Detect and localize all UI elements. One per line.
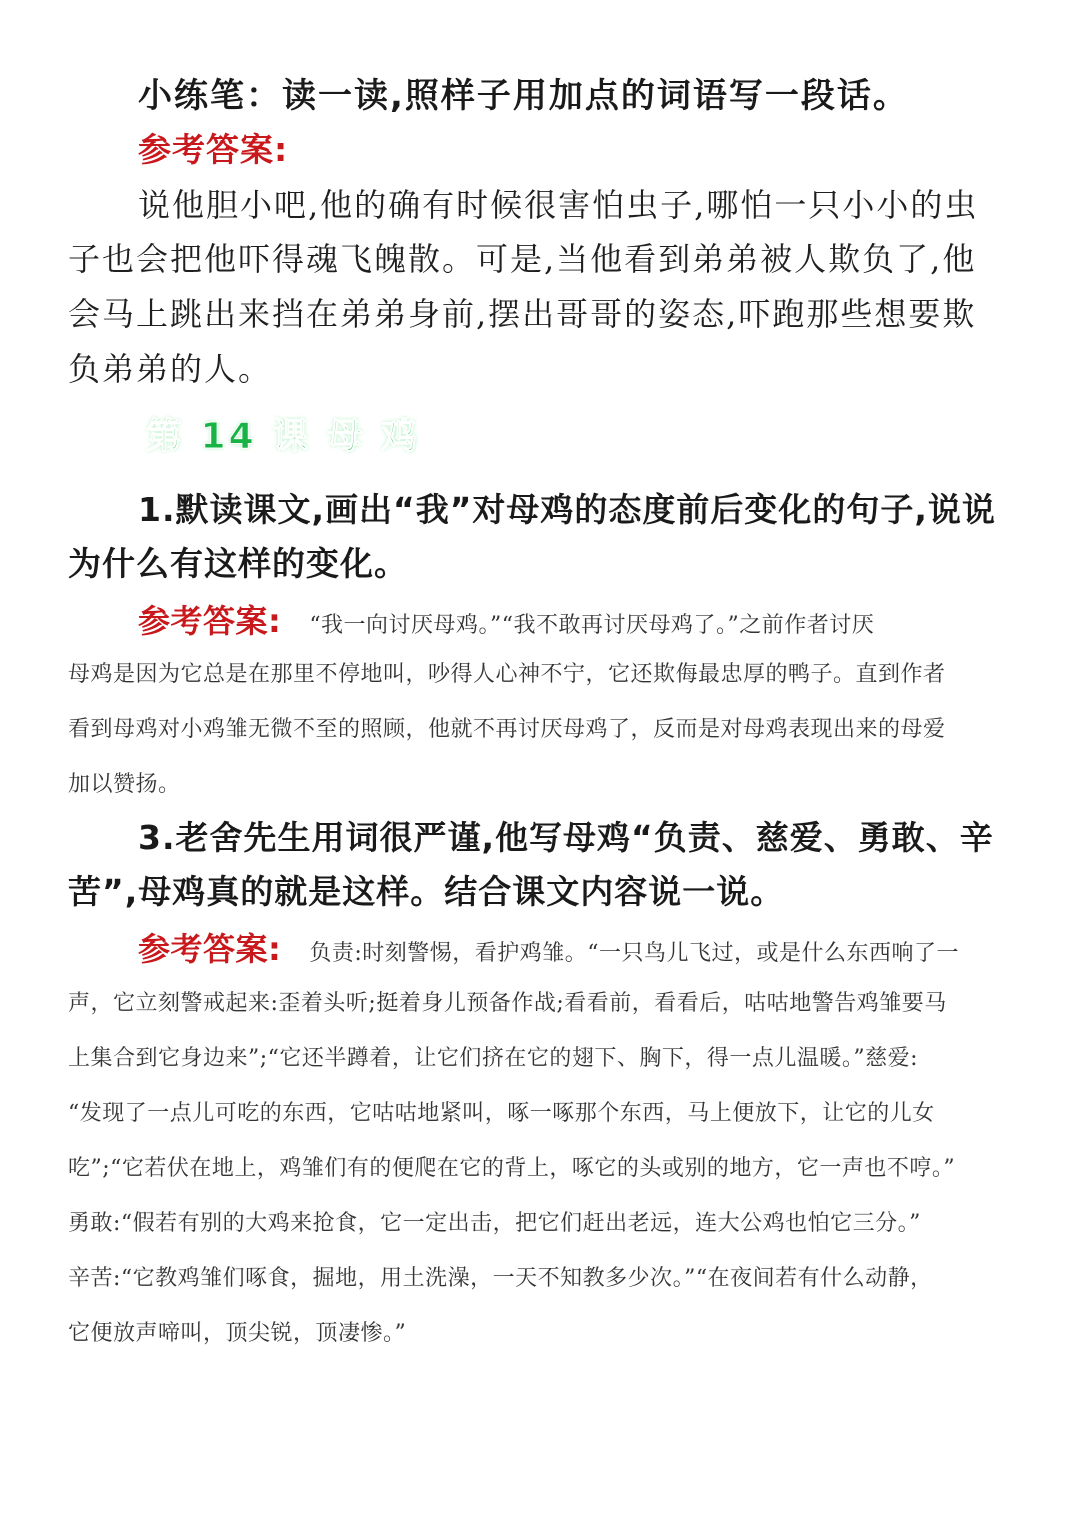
question-1-answer-line xyxy=(138,596,874,642)
question-3-answer-line: 辛苦:“它教鸡雏们啄食，掘地，用土洗澡，一天不知教多少次。”“在夜间若有什么动静， xyxy=(68,1266,933,1291)
practice-answer-line: 子也会把他吓得魂飞魄散。可是,当他看到弟弟被人欺负了,他 xyxy=(68,240,977,278)
question-1-answer-line: 母鸡是因为它总是在那里不停地叫，吵得人心神不宁，它还欺侮最忠厚的鸭子。直到作者 xyxy=(68,662,946,687)
practice-title: 小练笔：读一读,照样子用加点的词语写一段话。 xyxy=(138,76,909,116)
question-3-answer-line xyxy=(138,924,959,970)
practice-answer-line: 负弟弟的人。 xyxy=(68,350,273,388)
question-3-answer-line: 上集合到它身边来”;“它还半蹲着，让它们挤在它的翅下、胸下，得一点儿温暖。”慈爱: xyxy=(68,1046,919,1071)
question-1-answer-line: 加以赞扬。 xyxy=(68,772,181,797)
question-1-title: 1.默读课文,画出“我”对母鸡的态度前后变化的句子,说说 xyxy=(138,490,996,529)
question-3-answer-line: 声，它立刻警戒起来:歪着头听;挺着身儿预备作战;看看前，看看后，咕咕地警告鸡雏要马 xyxy=(68,991,947,1016)
practice-answer-line: 会马上跳出来挡在弟弟身前,摆出哥哥的姿态,吓跑那些想要欺 xyxy=(68,295,977,333)
question-1-title: 为什么有这样的变化。 xyxy=(68,544,408,583)
answer-label: 参考答案: xyxy=(138,130,289,169)
lesson-title: 第 14 课 母 鸡 xyxy=(146,416,421,457)
question-3-title: 苦”,母鸡真的就是这样。结合课文内容说一说。 xyxy=(68,872,785,911)
watermark xyxy=(752,1424,1062,1446)
question-3-answer-line: 它便放声啼叫，顶尖锐，顶凄惨。” xyxy=(68,1321,407,1346)
question-3-answer-line: 勇敢:“假若有别的大鸡来抢食，它一定出击，把它们赶出老远，连大公鸡也怕它三分。” xyxy=(68,1211,921,1236)
answer-label: 参考答案: xyxy=(138,930,282,968)
answer-label: 参考答案: xyxy=(138,602,282,640)
answer-text: 负责:时刻警惕，看护鸡雏。“一只鸟儿飞过，或是什么东西响了一 xyxy=(309,941,959,966)
answer-text: “我一向讨厌母鸡。”“我不敢再讨厌母鸡了。”之前作者讨厌 xyxy=(309,613,875,638)
question-1-answer-line: 看到母鸡对小鸡雏无微不至的照顾，他就不再讨厌母鸡了，反而是对母鸡表现出来的母爱 xyxy=(68,717,946,742)
question-3-title: 3.老舍先生用词很严谨,他写母鸡“负责、慈爱、勇敢、辛 xyxy=(138,818,994,857)
question-3-answer-line: 吃”;“它若伏在地上，鸡雏们有的便爬在它的背上，啄它的头或别的地方，它一声也不哼。” xyxy=(68,1156,956,1181)
practice-answer-line: 说他胆小吧,他的确有时候很害怕虫子,哪怕一只小小的虫 xyxy=(138,186,979,224)
question-3-answer-line: “发现了一点儿可吃的东西，它咕咕地紧叫，啄一啄那个东西，马上便放下，让它的儿女 xyxy=(68,1101,935,1126)
